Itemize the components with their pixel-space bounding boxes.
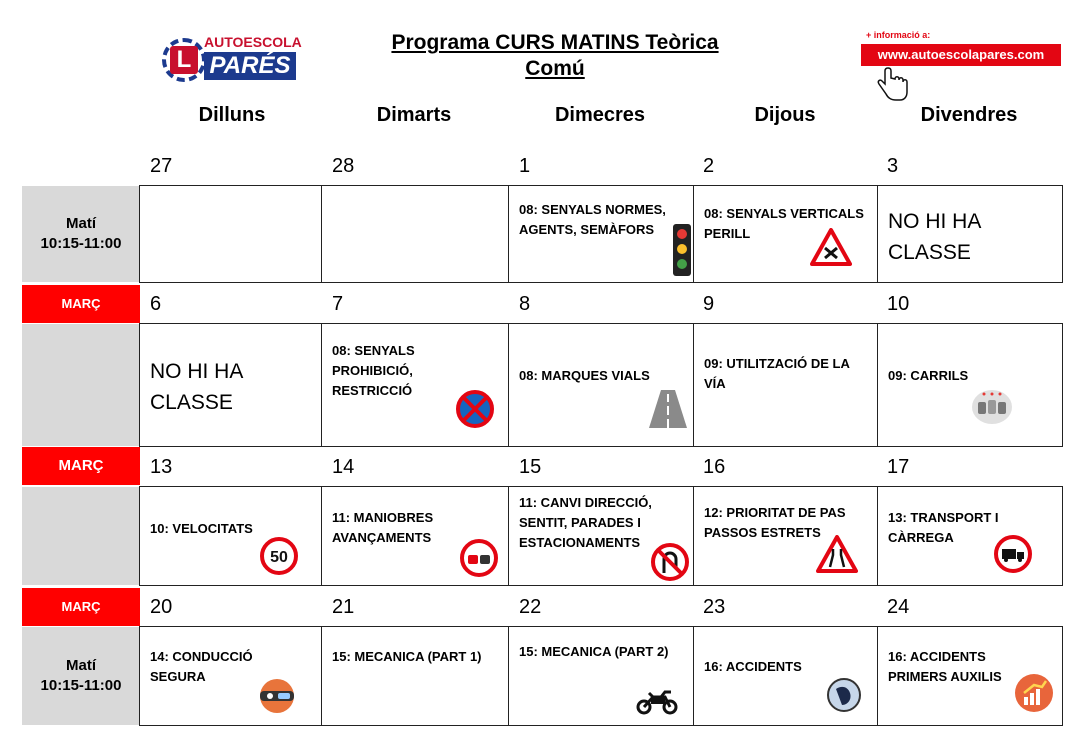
- title-line-2: Comú: [525, 57, 585, 80]
- road-markings-icon: [649, 390, 687, 428]
- class-cell: [321, 486, 510, 586]
- month-label: MARÇ: [22, 285, 140, 323]
- class-topic: 11: MANIOBRES AVANÇAMENTS: [332, 510, 434, 545]
- class-cell: [877, 323, 1063, 447]
- no-trucks-sign-icon: [994, 535, 1032, 573]
- day-header-wednesday: Dimecres: [554, 104, 646, 126]
- day-header-thursday: Dijous: [754, 104, 816, 126]
- time-slot-cell: [22, 324, 140, 446]
- date-label: 24: [887, 596, 910, 618]
- lanes-icon: [970, 388, 1014, 426]
- class-cell: [321, 323, 510, 447]
- first-aid-chart-icon: [1014, 673, 1054, 713]
- class-cell: [693, 185, 879, 283]
- info-label: + informació a:: [866, 30, 931, 40]
- time-slot-hours: 10:15-11:00: [40, 677, 122, 694]
- class-topic: 08: SENYALS VERTICALS PERILL: [704, 206, 864, 241]
- date-label: 17: [887, 456, 910, 478]
- class-cell: [139, 486, 323, 586]
- class-topic: 11: CANVI DIRECCIÓ, SENTIT, PARADES I ESTACIONAMENTS: [519, 495, 652, 550]
- time-slot-name: Matí: [66, 215, 96, 232]
- date-label: 13: [150, 456, 173, 478]
- no-class-text: NO HI HA CLASSE: [150, 360, 243, 414]
- date-label: 2: [703, 155, 715, 177]
- class-cell: [877, 626, 1063, 726]
- speed-limit-value: 50: [270, 549, 288, 566]
- time-slot-hours: 10:15-11:00: [40, 235, 122, 252]
- class-topic: 16: ACCIDENTS: [704, 659, 802, 674]
- narrow-road-sign-icon: [816, 535, 858, 573]
- day-header-monday: Dilluns: [198, 104, 266, 126]
- class-topic: 08: SENYALS PROHIBICIÓ, RESTRICCIÓ: [332, 343, 415, 398]
- safe-driving-icon: [254, 677, 300, 715]
- time-slot-label: [22, 656, 140, 696]
- class-cell: [139, 626, 323, 726]
- class-topic: 14: CONDUCCIÓ SEGURA: [150, 649, 253, 684]
- date-label: 10: [887, 293, 910, 315]
- website-link[interactable]: www.autoescolapares.com: [861, 44, 1061, 66]
- no-class-text: NO HI HA CLASSE: [888, 210, 981, 264]
- time-slot-cell: [22, 487, 140, 585]
- date-label: 14: [332, 456, 355, 478]
- no-u-turn-sign-icon: [651, 543, 689, 581]
- pointer-hand-icon: [876, 66, 910, 102]
- traffic-light-icon: [669, 222, 695, 280]
- class-topic: 08: SENYALS NORMES, AGENTS, SEMÀFORS: [519, 202, 666, 237]
- speed-limit-sign-icon: [260, 537, 298, 575]
- month-label: MARÇ: [22, 588, 140, 626]
- class-topic: 15: MECANICA (PART 1): [332, 649, 482, 664]
- accident-icon: [826, 677, 862, 713]
- class-topic: 08: MARQUES VIALS: [519, 368, 650, 383]
- class-cell: [321, 626, 510, 726]
- class-cell: [693, 486, 879, 586]
- month-label: MARÇ: [22, 447, 140, 485]
- class-topic: 15: MECANICA (PART 2): [519, 644, 669, 659]
- class-cell: [508, 626, 695, 726]
- class-topic: 09: UTILITZACIÓ DE LA VÍA: [704, 356, 850, 391]
- no-parking-sign-icon: [456, 390, 494, 428]
- logo-top-text: AUTOESCOLA: [204, 34, 302, 50]
- class-topic: 12: PRIORITAT DE PAS PASSOS ESTRETS: [704, 505, 846, 540]
- day-header-friday: Divendres: [920, 104, 1018, 126]
- motorcycle-icon: [635, 689, 679, 715]
- page-title: [340, 30, 770, 82]
- date-label: 21: [332, 596, 355, 618]
- date-label: 1: [519, 155, 531, 177]
- date-label: 7: [332, 293, 344, 315]
- class-topic: 10: VELOCITATS: [150, 521, 253, 536]
- class-cell: [321, 185, 510, 283]
- class-cell: [693, 323, 879, 447]
- no-overtaking-sign-icon: [460, 539, 498, 577]
- date-label: 8: [519, 293, 531, 315]
- time-slot-label: [22, 214, 140, 254]
- autoescola-pares-logo: [158, 32, 302, 94]
- date-label: 6: [150, 293, 162, 315]
- date-label: 9: [703, 293, 715, 315]
- time-slot-name: Matí: [66, 657, 96, 674]
- danger-crossroads-sign-icon: [810, 228, 852, 266]
- class-cell: [877, 486, 1063, 586]
- logo-name: PARÉS: [204, 52, 296, 80]
- class-cell: [139, 323, 323, 447]
- class-cell: [508, 185, 695, 283]
- class-cell: [508, 323, 695, 447]
- class-topic: 13: TRANSPORT I CÀRREGA: [888, 510, 999, 545]
- date-label: 15: [519, 456, 542, 478]
- logo-letter: L: [170, 46, 198, 74]
- date-label: 27: [150, 155, 173, 177]
- class-cell: [508, 486, 695, 586]
- class-topic: 09: CARRILS: [888, 368, 969, 383]
- class-cell: [693, 626, 879, 726]
- class-topic: 16: ACCIDENTS PRIMERS AUXILIS: [888, 649, 1002, 684]
- class-cell: [139, 185, 323, 283]
- title-line-1: Programa CURS MATINS Teòrica: [391, 31, 719, 54]
- date-label: 20: [150, 596, 173, 618]
- date-label: 3: [887, 155, 899, 177]
- class-cell: [877, 185, 1063, 283]
- date-label: 28: [332, 155, 355, 177]
- date-label: 16: [703, 456, 726, 478]
- date-label: 22: [519, 596, 542, 618]
- date-label: 23: [703, 596, 726, 618]
- day-header-tuesday: Dimarts: [376, 104, 452, 126]
